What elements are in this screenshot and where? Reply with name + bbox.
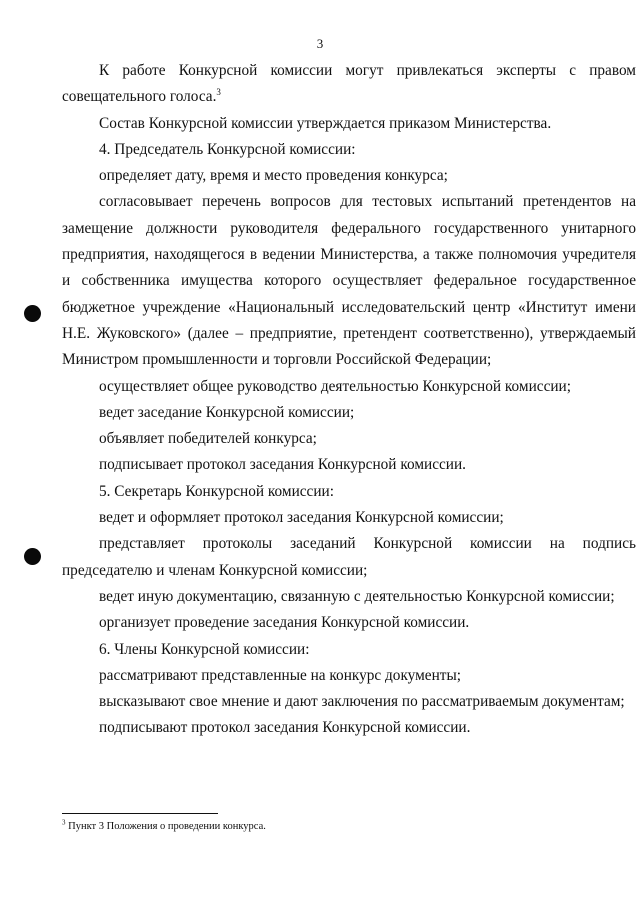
paragraph-item: подписывают протокол заседания Конкурсной комиссии. bbox=[99, 719, 471, 737]
paragraph-item: ведет и оформляет протокол заседания Конкурсной комиссии; bbox=[99, 509, 504, 527]
paragraph-item: осуществляет общее руководство деятельностью Конкурсной комиссии; bbox=[99, 377, 571, 395]
section-heading-secretary: 5. Секретарь Конкурсной комиссии: bbox=[99, 482, 334, 500]
paragraph-item: определяет дату, время и место проведения конкурса; bbox=[99, 167, 448, 185]
paragraph-experts bbox=[62, 58, 636, 111]
paragraph-item: организует проведение заседания Конкурсной комиссии. bbox=[99, 614, 470, 632]
page-number: 3 bbox=[316, 36, 324, 51]
document-body bbox=[62, 58, 636, 742]
paragraph-item: высказывают свое мнение и дают заключения по рассматриваемым документам; bbox=[99, 693, 625, 711]
footnote bbox=[62, 820, 266, 834]
paragraph-item: ведет заседание Конкурсной комиссии; bbox=[99, 403, 355, 421]
paragraph-composition: Состав Конкурсной комиссии утверждается приказом Министерства. bbox=[99, 114, 552, 132]
section-heading-members: 6. Члены Конкурсной комиссии: bbox=[99, 640, 310, 658]
punch-hole-mark bbox=[24, 548, 41, 565]
paragraph-item: объявляет победителей конкурса; bbox=[99, 430, 317, 448]
paragraph-item: ведет иную документацию, связанную с деятельностью Конкурсной комиссии; bbox=[99, 587, 615, 605]
paragraph-item: согласовывает перечень вопросов для тестовых испытаний претендентов на замещение должности руководителя федерального государственного унитарного предприятия, находящегося в ведении Министерства, а также полномочия учредителя и собственника имущества которого осуществляет федеральное государственное бюджетное учреждение «Национальный исследовательский центр «Институт имени Н.Е. Жуковского» (далее – предприятие, претендент соответственно), утверждаемый Министром промышленности и торговли Российской Федерации; bbox=[62, 193, 636, 369]
punch-hole-mark bbox=[24, 305, 41, 322]
footnote-text: Пункт 3 Положения о проведении конкурса. bbox=[68, 821, 266, 832]
footnote-reference: 3 bbox=[216, 87, 221, 98]
paragraph-item: рассматривают представленные на конкурс документы; bbox=[99, 666, 461, 684]
footnote-marker: 3 bbox=[62, 818, 66, 827]
paragraph-item: представляет протоколы заседаний Конкурсной комиссии на подпись председателю и членам Конкурсной комиссии; bbox=[62, 535, 636, 579]
footnote-separator bbox=[62, 813, 218, 814]
section-heading-chairman: 4. Председатель Конкурсной комиссии: bbox=[99, 140, 356, 158]
paragraph-text: К работе Конкурсной комиссии могут привлекаться эксперты с правом совещательного голоса. bbox=[62, 62, 636, 106]
paragraph-item: подписывает протокол заседания Конкурсной комиссии. bbox=[99, 456, 466, 474]
